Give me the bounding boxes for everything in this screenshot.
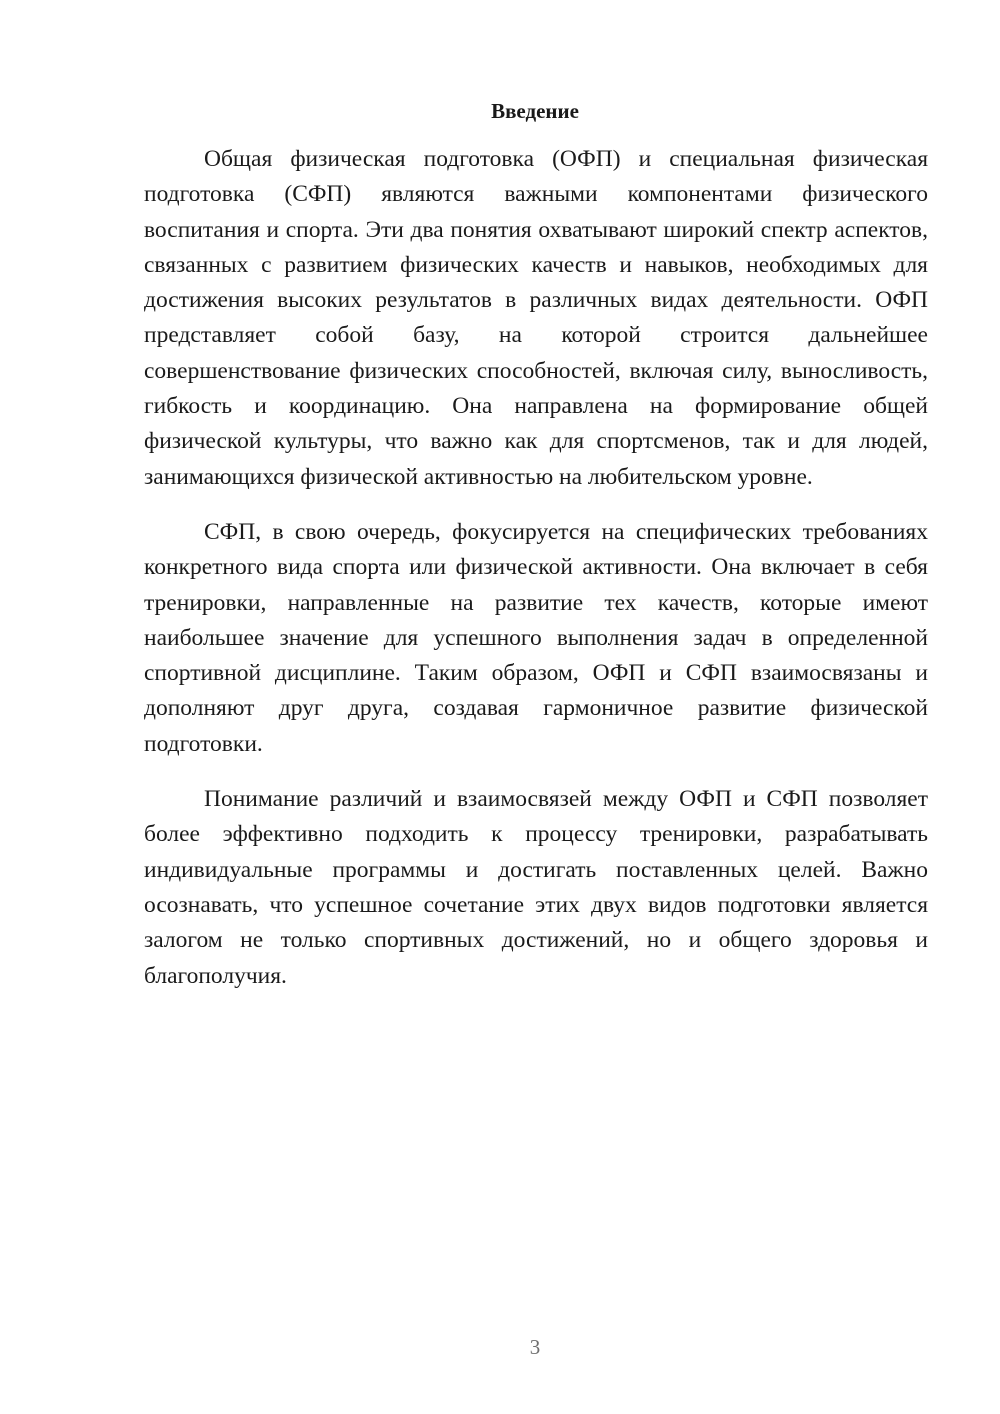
body-text xyxy=(144,142,928,994)
paragraph-3: Понимание различий и взаимосвязей между ОФП и СФП позволяет более эффективно подходить к процессу тренировки, разрабатывать индивидуальные программы и достигать поставленных целей. Важно осознавать, что успешное сочетание этих двух видов подготовки является залогом не только спортивных достижений, но и общего здоровья и благополучия. xyxy=(144,786,928,989)
page-number: 3 xyxy=(529,1335,541,1359)
section-heading: Введение xyxy=(491,99,579,123)
paragraph-2: СФП, в свою очередь, фокусируется на специфических требованиях конкретного вида спорта или физической активности. Она включает в себя тренировки, направленные на развитие тех качеств, которые имеют наибольшее значение для успешного выполнения задач в определенной спортивной дисциплине. Таким образом, ОФП и СФП взаимосвязаны и дополняют друг друга, создавая гармоничное развитие физической подготовки. xyxy=(144,518,928,757)
paragraph-1: Общая физическая подготовка (ОФП) и специальная физическая подготовка (СФП) являются важными компонентами физического воспитания и спорта. Эти два понятия охватывают широкий спектр аспектов, связанных с развитием физических качеств и навыков, необходимых для достижения высоких результатов в различных видах деятельности. ОФП представляет собой базу, на которой строится дальнейшее совершенствование физических способностей, включая силу, выносливость, гибкость и координацию. Она направлена на формирование общей физической культуры, что важно как для спортсменов, так и для людей, занимающихся физической активностью на любительском уровне. xyxy=(144,146,928,490)
